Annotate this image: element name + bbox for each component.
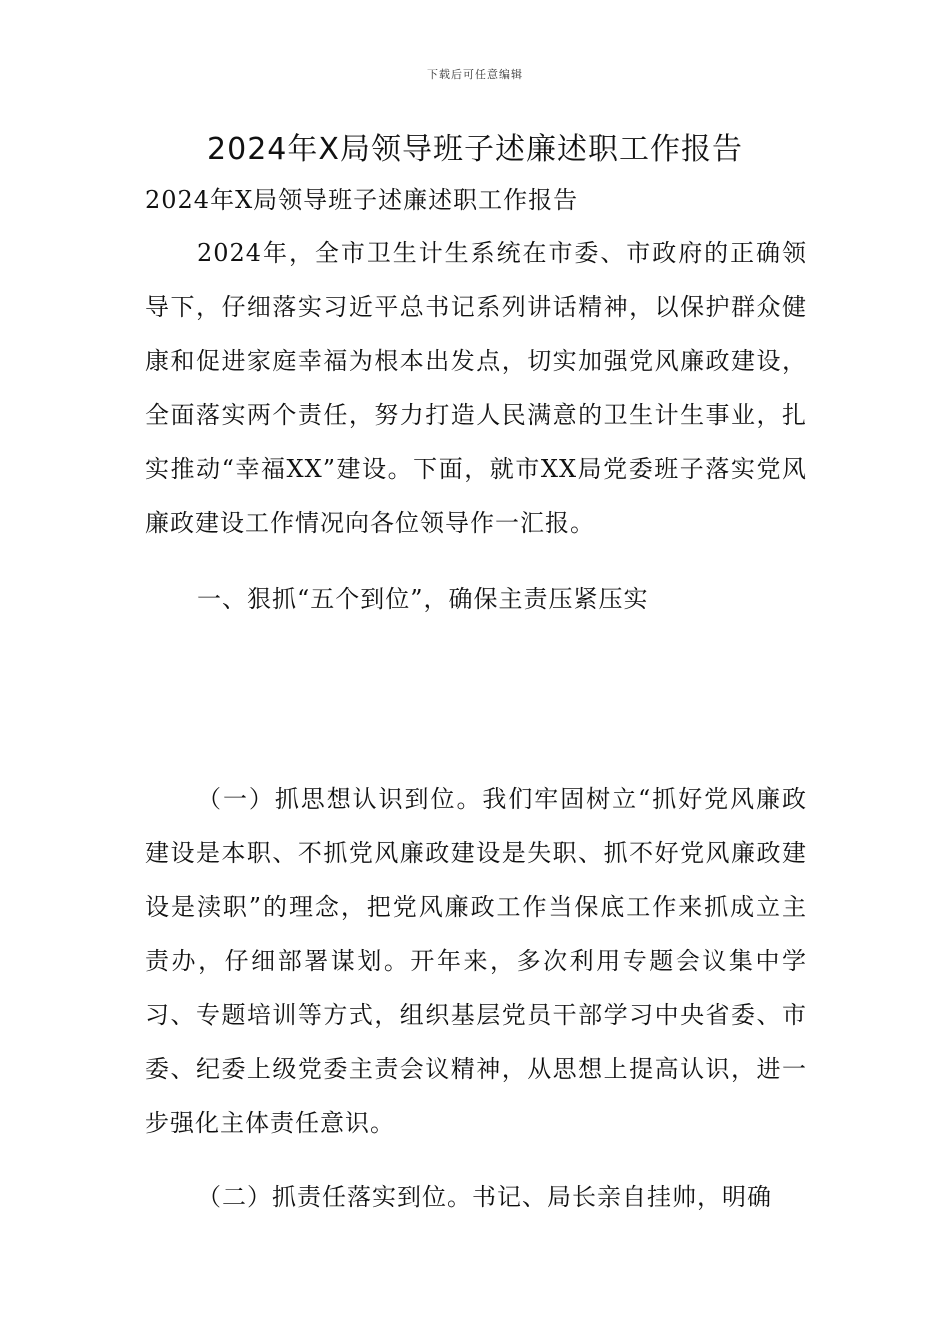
section-one-heading: 一、狠抓“五个到位”，确保主责压紧压实 (197, 585, 649, 613)
intro-paragraph: 2024年，全市卫生计生系统在市委、市政府的正确领导下，仔细落实习近平总书记系列讲话精神，以保护群众健康和促进家庭幸福为根本出发点，切实加强党风廉政建设，全面落实两个责任，努力打造人民满意的卫生计生事业，扎实推动“幸福XX”建设。下面，就市XX局党委班子落实党风廉政建设工作情况向各位领导作一汇报。 (145, 239, 807, 537)
header-note: 下载后可任意编辑 (427, 68, 523, 81)
document-subtitle: 2024年X局领导班子述廉述职工作报告 (145, 186, 579, 214)
item-one-paragraph: （一）抓思想认识到位。我们牢固树立“抓好党风廉政建设是本职、不抓党风廉政建设是失职、抓不好党风廉政建设是渎职”的理念，把党风廉政工作当保底工作来抓成立主责办，仔细部署谋划。开年来，多次利用专题会议集中学习、专题培训等方式，组织基层党员干部学习中央省委、市委、纪委上级党委主责会议精神，从思想上提高认识，进一步强化主体责任意识。 (145, 785, 807, 1137)
document-title: 2024年X局领导班子述廉述职工作报告 (207, 132, 743, 167)
item-two-paragraph: （二）抓责任落实到位。书记、局长亲自挂帅，明确 (197, 1183, 772, 1211)
